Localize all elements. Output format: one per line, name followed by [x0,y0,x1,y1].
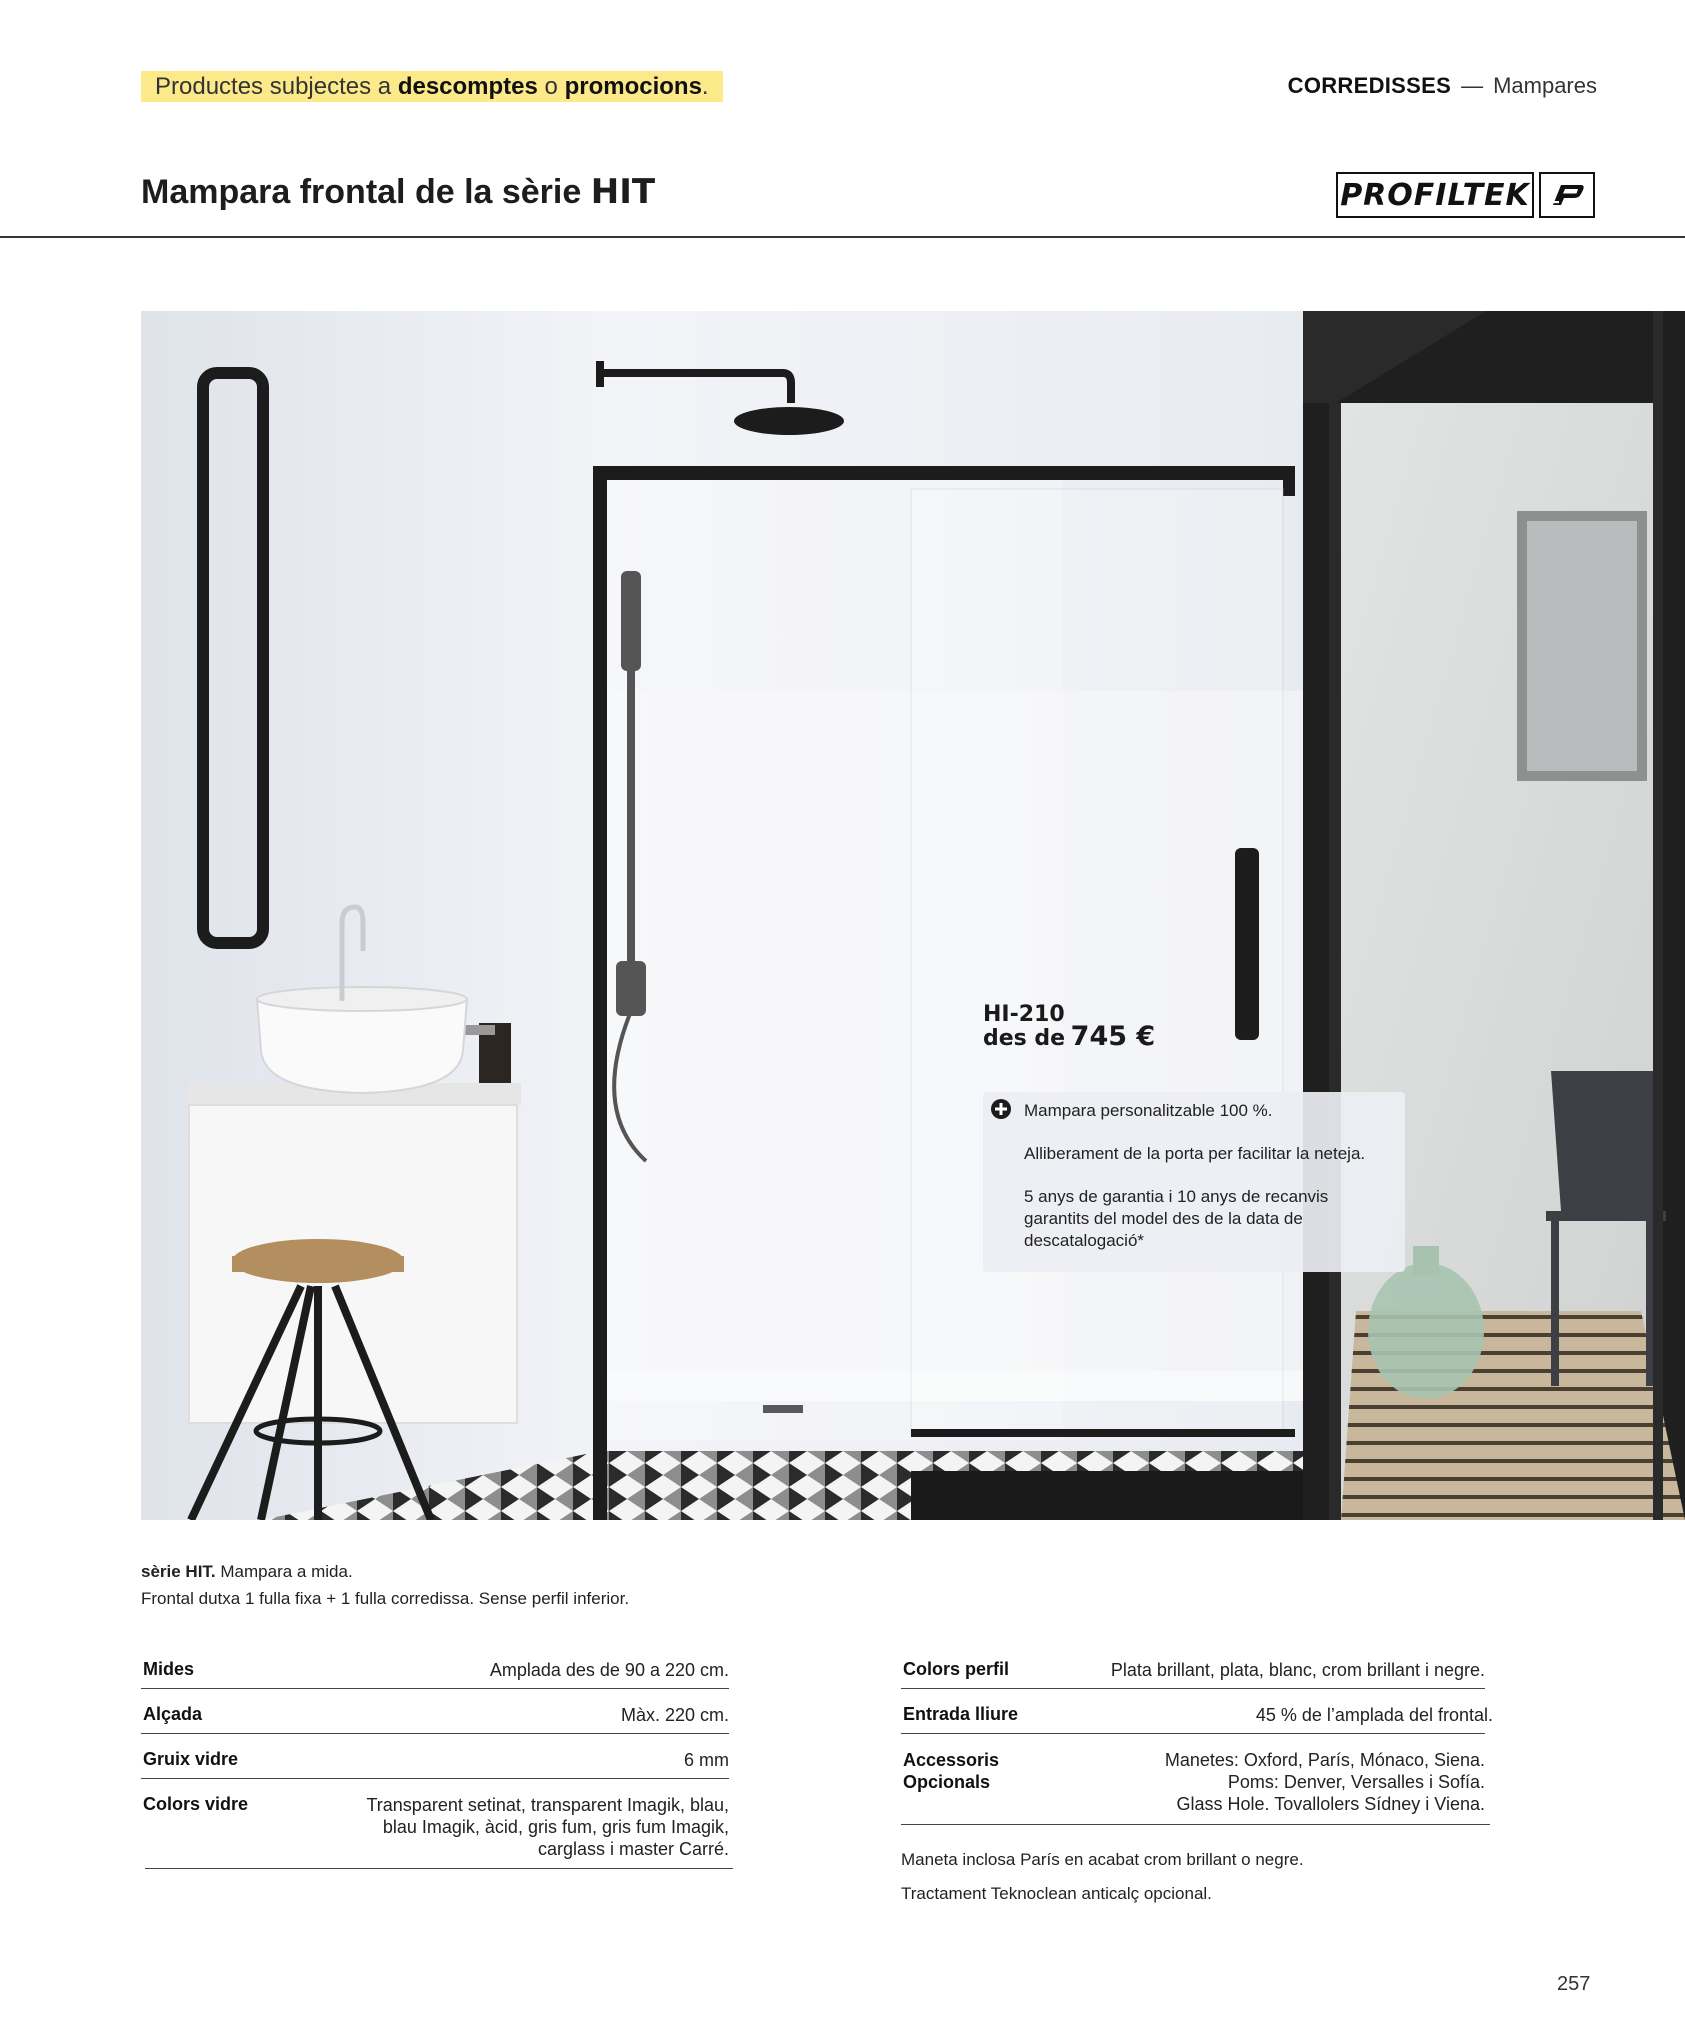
spec-label: Alçada [143,1704,203,1724]
spec-divider [141,1778,729,1779]
section-subcategory: Mampares [1493,73,1597,98]
caption-line1: Mampara a mida. [220,1562,353,1581]
spec-value: 6 mm [684,1750,729,1770]
note-item: Maneta inclosa París en acabat crom brillant o negre. [901,1850,1304,1869]
product-model: HI-210 [983,1002,1065,1027]
promo-end: . [701,73,709,100]
spec-label: Mides [143,1659,195,1679]
page-number: 257 [1557,1973,1591,1995]
spec-divider [901,1733,1485,1734]
price-amount: 745 € [1070,1021,1156,1052]
spec-value: Transparent setinat, transparent Imagik, blau, blau Imagik, àcid, gris fum, gris fum Imagik, carglass i master Carré. [366,1795,729,1859]
page-title [141,172,655,212]
brand-logo [1336,172,1595,218]
spec-value: Manetes: Oxford, París, Mónaco, Siena. Poms: Denver, Versalles i Sofía. Glass Hole. Tovallolers Sídney i Viena. [1164,1750,1485,1814]
promo-promotions: promocions [564,73,702,100]
features-box [983,1092,1405,1272]
caption-series: sèrie HIT. [141,1562,216,1581]
price-tag [983,1004,1155,1051]
section-heading [1288,73,1597,99]
brand-logo-text: PROFILTEK [1336,172,1534,218]
spec-divider [145,1868,733,1869]
title-prefix: Mampara frontal de la sèrie [141,173,582,211]
spec-value: 45 % de l’amplada del frontal. [1255,1705,1493,1725]
brand-mark-icon [1539,172,1595,218]
title-series: HIT [590,172,656,212]
spec-value: Amplada des de 90 a 220 cm. [489,1660,729,1680]
spec-label: Accessoris Opcionals [903,1750,1000,1792]
spec-label: Colors perfil [903,1659,1010,1679]
feature-item: Mampara personalitzable 100 %. [1024,1101,1273,1120]
section-category: CORREDISSES [1287,73,1452,98]
specs-table-left [141,1655,733,1875]
section-dash: — [1461,73,1484,98]
spec-label: Entrada lliure [903,1704,1019,1724]
spec-divider [141,1688,729,1689]
promo-or: o [544,73,558,100]
spec-divider [901,1688,1485,1689]
promo-banner [141,71,723,102]
product-caption [141,1558,629,1612]
price-prefix: des de [983,1026,1066,1051]
promo-discounts: descomptes [397,73,538,100]
notes [901,1843,1304,1911]
spec-divider [901,1824,1490,1825]
caption-line2: Frontal dutxa 1 fulla fixa + 1 fulla corredissa. Sense perfil inferior. [141,1589,630,1608]
specs-table-right [901,1655,1493,1830]
promo-prefix: Productes subjectes a [155,73,392,100]
spec-label: Colors vidre [143,1794,249,1814]
plus-circle-icon [990,1098,1012,1120]
spec-divider [141,1733,729,1734]
product-photo [141,311,1685,1520]
header-divider [0,236,1685,238]
feature-item: 5 anys de garantia i 10 anys de recanvis garantits del model des de la data de descatalogació* [1024,1187,1329,1250]
spec-value: Màx. 220 cm. [620,1705,729,1725]
spec-label: Gruix vidre [143,1749,239,1769]
feature-item: Alliberament de la porta per facilitar la neteja. [1024,1144,1366,1163]
note-item: Tractament Teknoclean anticalç opcional. [901,1884,1212,1903]
spec-value: Plata brillant, plata, blanc, crom brillant i negre. [1110,1660,1485,1680]
